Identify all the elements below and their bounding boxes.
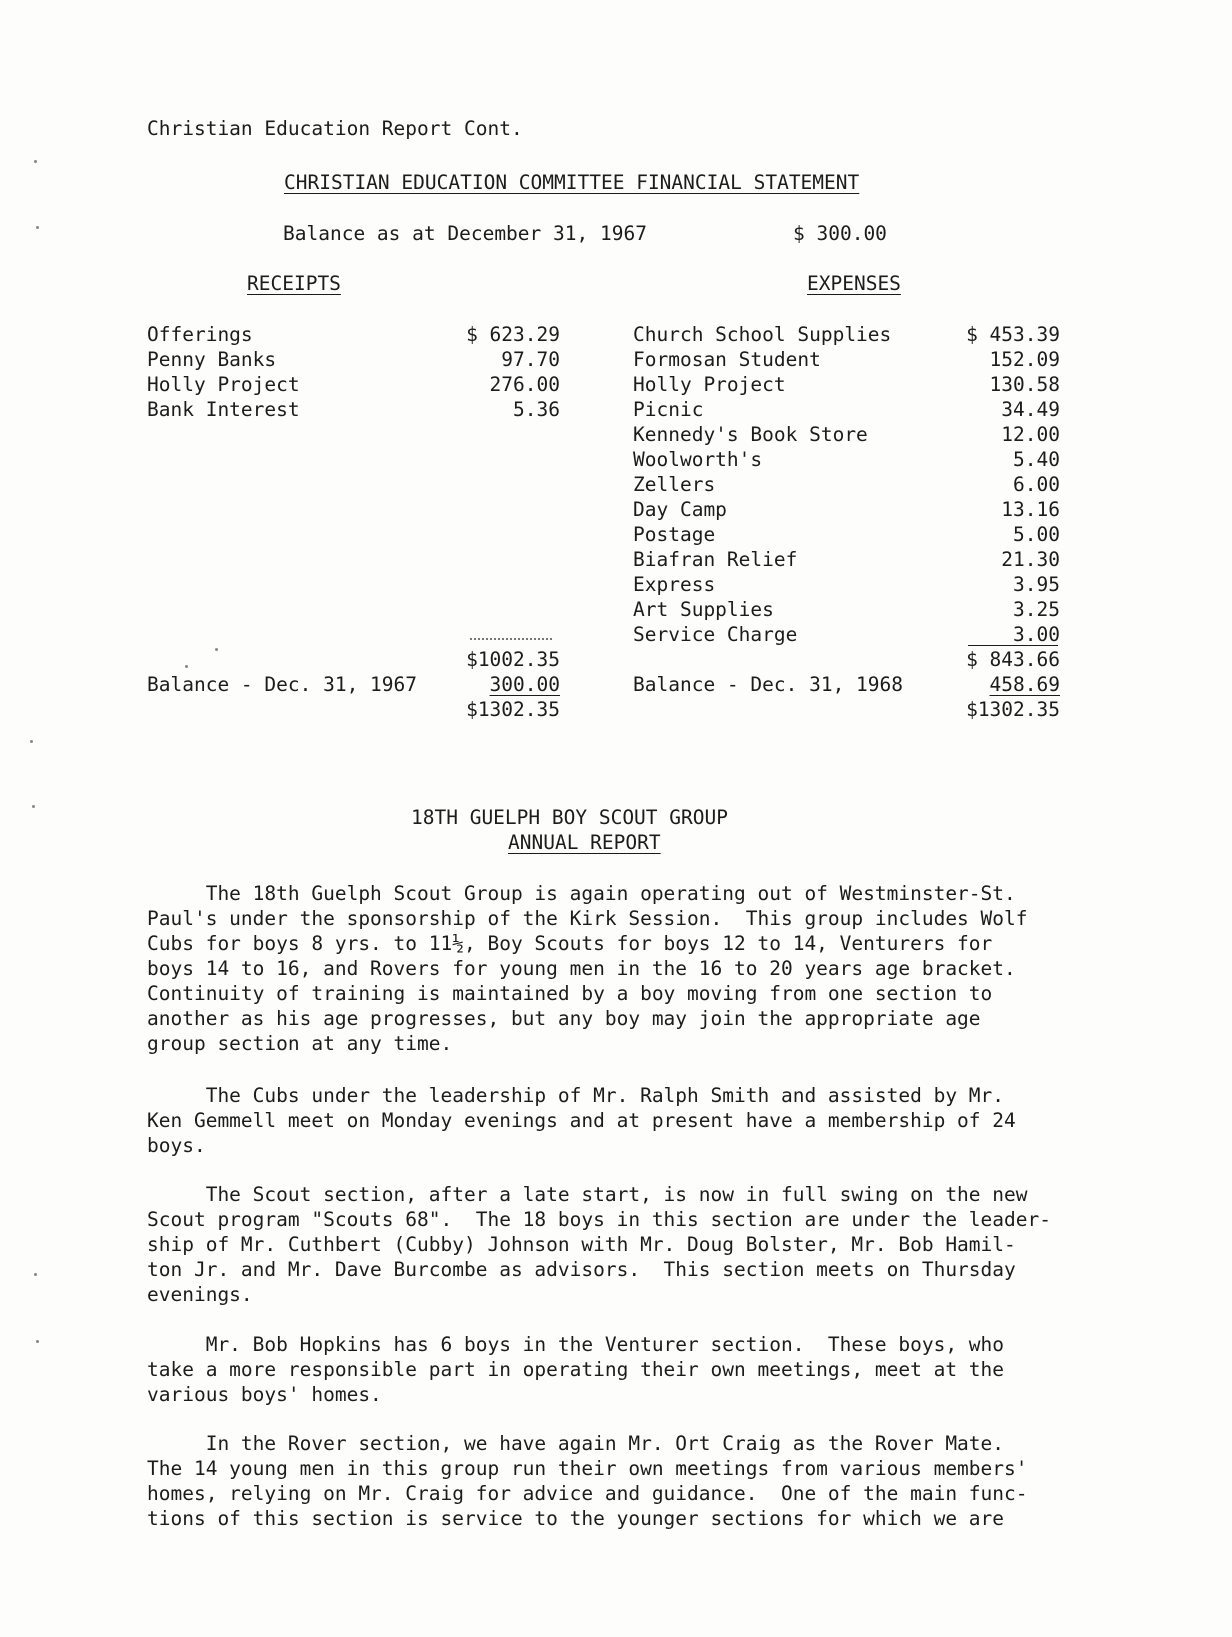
receipts-balance-amount: 300.00 bbox=[489, 673, 560, 696]
expense-label: Art Supplies bbox=[633, 598, 774, 621]
annual-report-title: ANNUAL REPORT bbox=[508, 831, 661, 854]
expense-amount: 5.00 bbox=[1013, 523, 1060, 546]
expense-amount: 130.58 bbox=[989, 373, 1060, 396]
paragraph-line: Scout program "Scouts 68". The 18 boys in this section are under the leader- bbox=[147, 1208, 1051, 1231]
expense-label: Postage bbox=[633, 523, 716, 546]
paragraph-line: Paul's under the sponsorship of the Kirk Session. This group includes Wolf bbox=[147, 907, 1028, 930]
paragraph-line: another as his age progresses, but any boy may join the appropriate age bbox=[147, 1007, 981, 1030]
expense-amount: 6.00 bbox=[1013, 473, 1060, 496]
expense-amount: 152.09 bbox=[989, 348, 1060, 371]
scan-speck bbox=[215, 648, 218, 651]
expense-amount: 12.00 bbox=[1001, 423, 1060, 446]
paragraph-line: Mr. Bob Hopkins has 6 boys in the Venturer section. These boys, who bbox=[147, 1333, 1005, 1356]
expense-label: Biafran Relief bbox=[633, 548, 798, 571]
expense-label: Picnic bbox=[633, 398, 704, 421]
paragraph-line: homes, relying on Mr. Craig for advice and guidance. One of the main func- bbox=[147, 1482, 1028, 1505]
paragraph-line: The 14 young men in this group run their own meetings from various members' bbox=[147, 1457, 1028, 1480]
expense-label: Woolworth's bbox=[633, 448, 763, 471]
scan-speck bbox=[185, 665, 188, 668]
receipts-subtotal-rule bbox=[470, 638, 552, 640]
paragraph-scouts bbox=[147, 1182, 1087, 1307]
receipt-label: Offerings bbox=[147, 323, 253, 346]
paragraph-group-overview bbox=[147, 881, 1087, 1056]
receipts-heading: RECEIPTS bbox=[247, 272, 341, 295]
paragraph-line: tions of this section is service to the younger sections for which we are bbox=[147, 1507, 1005, 1530]
receipt-label: Bank Interest bbox=[147, 398, 300, 421]
receipts-labels bbox=[147, 322, 300, 422]
paragraph-line: ton Jr. and Mr. Dave Burcombe as advisors. This section meets on Thursday bbox=[147, 1258, 1016, 1281]
expense-label: Zellers bbox=[633, 473, 716, 496]
expenses-heading: EXPENSES bbox=[807, 272, 901, 295]
paragraph-line: The Scout section, after a late start, is now in full swing on the new bbox=[147, 1183, 1028, 1206]
paragraph-line: Continuity of training is maintained by a boy moving from one section to bbox=[147, 982, 993, 1005]
paragraph-venturers bbox=[147, 1332, 1087, 1407]
paragraph-line: evenings. bbox=[147, 1283, 253, 1306]
paragraph-line: ship of Mr. Cuthbert (Cubby) Johnson with Mr. Doug Bolster, Mr. Bob Hamil- bbox=[147, 1233, 1016, 1256]
receipt-label: Holly Project bbox=[147, 373, 300, 396]
paragraph-line: Ken Gemmell meet on Monday evenings and at present have a membership of 24 bbox=[147, 1109, 1016, 1132]
expense-amount: 5.40 bbox=[1013, 448, 1060, 471]
scan-speck bbox=[34, 160, 37, 163]
financial-statement-title: CHRISTIAN EDUCATION COMMITTEE FINANCIAL STATEMENT bbox=[284, 171, 860, 194]
expense-amount: $ 453.39 bbox=[966, 323, 1060, 346]
scout-group-title: 18TH GUELPH BOY SCOUT GROUP bbox=[411, 806, 728, 829]
expenses-subtotal-rule bbox=[968, 645, 1058, 646]
receipts-subtotal: $1002.35 bbox=[466, 648, 560, 671]
expense-amount: 3.25 bbox=[1013, 598, 1060, 621]
expenses-amounts bbox=[935, 322, 1060, 647]
expense-label: Holly Project bbox=[633, 373, 786, 396]
expense-amount: 13.16 bbox=[1001, 498, 1060, 521]
expenses-labels bbox=[633, 322, 891, 647]
receipt-label: Penny Banks bbox=[147, 348, 277, 371]
expense-amount: 34.49 bbox=[1001, 398, 1060, 421]
continuation-heading: Christian Education Report Cont. bbox=[147, 117, 523, 140]
receipts-balance-label: Balance - Dec. 31, 1967 bbox=[147, 673, 418, 696]
expense-label: Church School Supplies bbox=[633, 323, 892, 346]
paragraph-line: boys. bbox=[147, 1134, 206, 1157]
receipts-amounts bbox=[440, 322, 560, 422]
scan-speck bbox=[36, 226, 39, 229]
paragraph-line: Cubs for boys 8 yrs. to 11½, Boy Scouts for boys 12 to 14, Venturers for bbox=[147, 932, 993, 955]
opening-balance-amount: $ 300.00 bbox=[793, 222, 887, 245]
paragraph-line: group section at any time. bbox=[147, 1032, 453, 1055]
expense-label: Day Camp bbox=[633, 498, 727, 521]
expense-label: Kennedy's Book Store bbox=[633, 423, 868, 446]
paragraph-line: The 18th Guelph Scout Group is again operating out of Westminster-St. bbox=[147, 882, 1016, 905]
expense-label: Express bbox=[633, 573, 716, 596]
expenses-balance-label: Balance - Dec. 31, 1968 bbox=[633, 673, 904, 696]
paragraph-cubs bbox=[147, 1083, 1087, 1158]
paragraph-line: In the Rover section, we have again Mr. Ort Craig as the Rover Mate. bbox=[147, 1432, 1005, 1455]
expense-label: Formosan Student bbox=[633, 348, 821, 371]
expense-amount: 3.00 bbox=[1013, 623, 1060, 646]
expenses-subtotal: $ 843.66 bbox=[966, 648, 1060, 671]
expense-amount: 3.95 bbox=[1013, 573, 1060, 596]
scan-speck bbox=[34, 1273, 37, 1276]
opening-balance-label: Balance as at December 31, 1967 bbox=[283, 222, 647, 245]
paragraph-line: various boys' homes. bbox=[147, 1383, 382, 1406]
expense-label: Service Charge bbox=[633, 623, 798, 646]
paragraph-line: The Cubs under the leadership of Mr. Ralph Smith and assisted by Mr. bbox=[147, 1084, 1005, 1107]
paragraph-rovers bbox=[147, 1431, 1087, 1531]
paragraph-line: boys 14 to 16, and Rovers for young men in the 16 to 20 years age bracket. bbox=[147, 957, 1016, 980]
receipt-amount: 5.36 bbox=[513, 398, 560, 421]
expense-amount: 21.30 bbox=[1001, 548, 1060, 571]
receipt-amount: 97.70 bbox=[501, 348, 560, 371]
receipts-total: $1302.35 bbox=[466, 698, 560, 721]
expenses-balance-amount: 458.69 bbox=[989, 673, 1060, 696]
paragraph-line: take a more responsible part in operating their own meetings, meet at the bbox=[147, 1358, 1005, 1381]
scan-speck bbox=[32, 805, 35, 808]
receipt-amount: 276.00 bbox=[489, 373, 560, 396]
scan-speck bbox=[30, 740, 33, 743]
expenses-total: $1302.35 bbox=[966, 698, 1060, 721]
scan-speck bbox=[36, 1340, 39, 1343]
receipt-amount: $ 623.29 bbox=[466, 323, 560, 346]
